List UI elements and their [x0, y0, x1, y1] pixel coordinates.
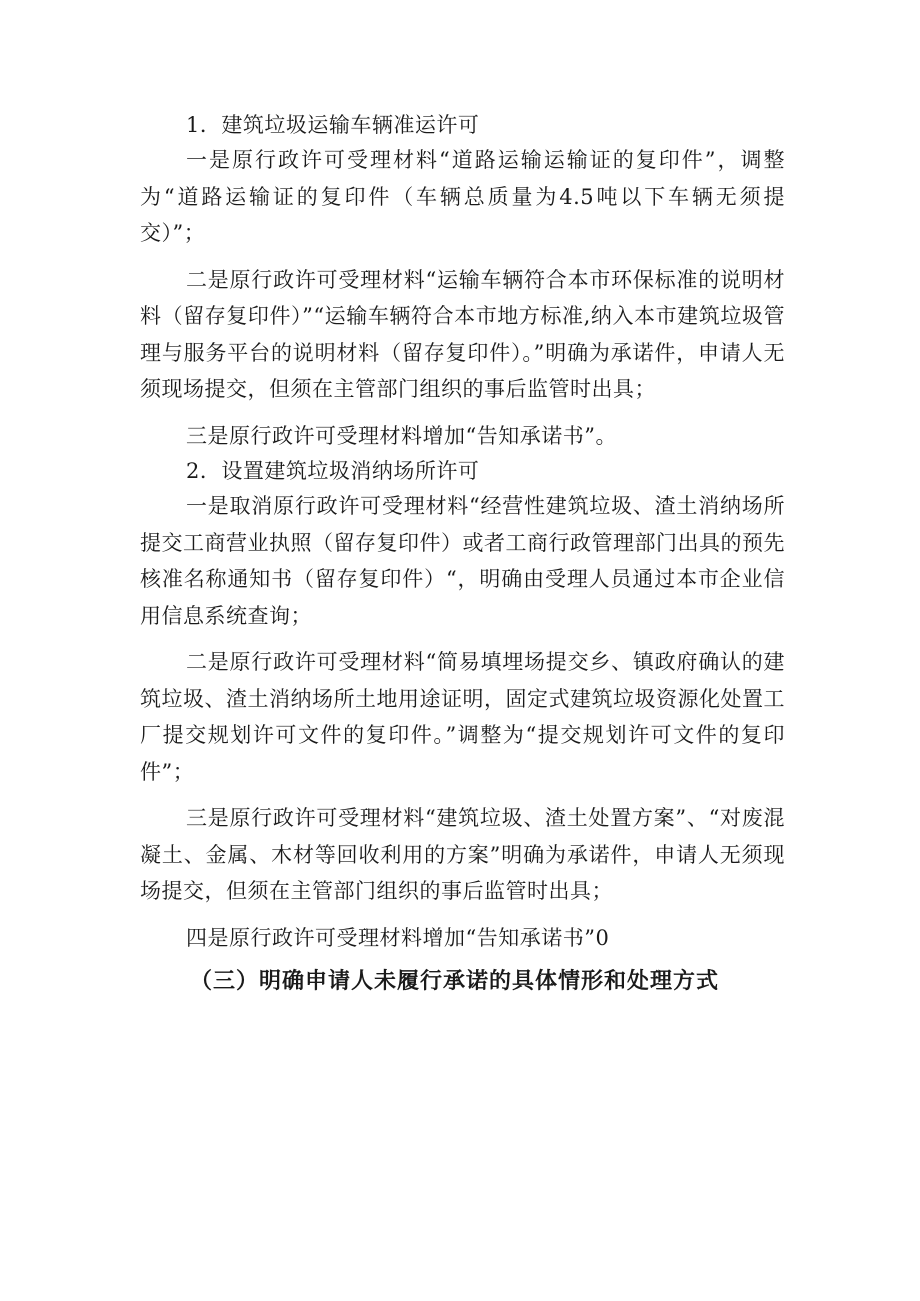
- paragraph-2-3: 三是原行政许可受理材料“建筑垃圾、渣土处置方案”、“对废混凝土、金属、木材等回收利用的方案”明确为承诺件，申请人无须现场提交，但须在主管部门组织的事后监管时出具；: [140, 806, 785, 903]
- subheading-disposal-site-permit: 2．设置建筑垃圾消纳场所许可: [186, 459, 480, 483]
- document-body: [140, 108, 785, 1002]
- paragraph-2-4: 四是原行政许可受理材料增加“告知承诺书”0: [186, 925, 610, 950]
- paragraph-1-2: 二是原行政许可受理材料“运输车辆符合本市环保标准的说明材料（留存复印件）”“运输车辆符合本市地方标准,纳入本市建筑垃圾管理与服务平台的说明材料（留存复印件）。”明确为承诺件，申请人无须现场提交，但须在主管部门组织的事后监管时出具；: [140, 267, 785, 401]
- section-title: （三）明确申请人未履行承诺的具体情形和处理方式: [190, 969, 720, 994]
- paragraph-1-3: 三是原行政许可受理材料增加“告知承诺书”。: [186, 423, 617, 448]
- paragraph-2-1: 一是取消原行政许可受理材料“经营性建筑垃圾、渣土消纳场所提交工商营业执照（留存复印件）或者工商行政管理部门出具的预先核准名称通知书（留存复印件）“，明确由受理人员通过本市企业信用信息系统查询；: [140, 494, 785, 628]
- paragraph-1-1: 一是原行政许可受理材料“道路运输运输证的复印件”，调整为“道路运输证的复印件（车辆总质量为4.5吨以下车辆无须提交）”；: [140, 148, 785, 245]
- paragraph-2-2: 二是原行政许可受理材料“简易填埋场提交乡、镇政府确认的建筑垃圾、渣土消纳场所土地用途证明，固定式建筑垃圾资源化处置工厂提交规划许可文件的复印件。”调整为“提交规划许可文件的复印件”；: [140, 650, 785, 784]
- subheading-transport-permit: 1．建筑垃圾运输车辆准运许可: [186, 113, 480, 137]
